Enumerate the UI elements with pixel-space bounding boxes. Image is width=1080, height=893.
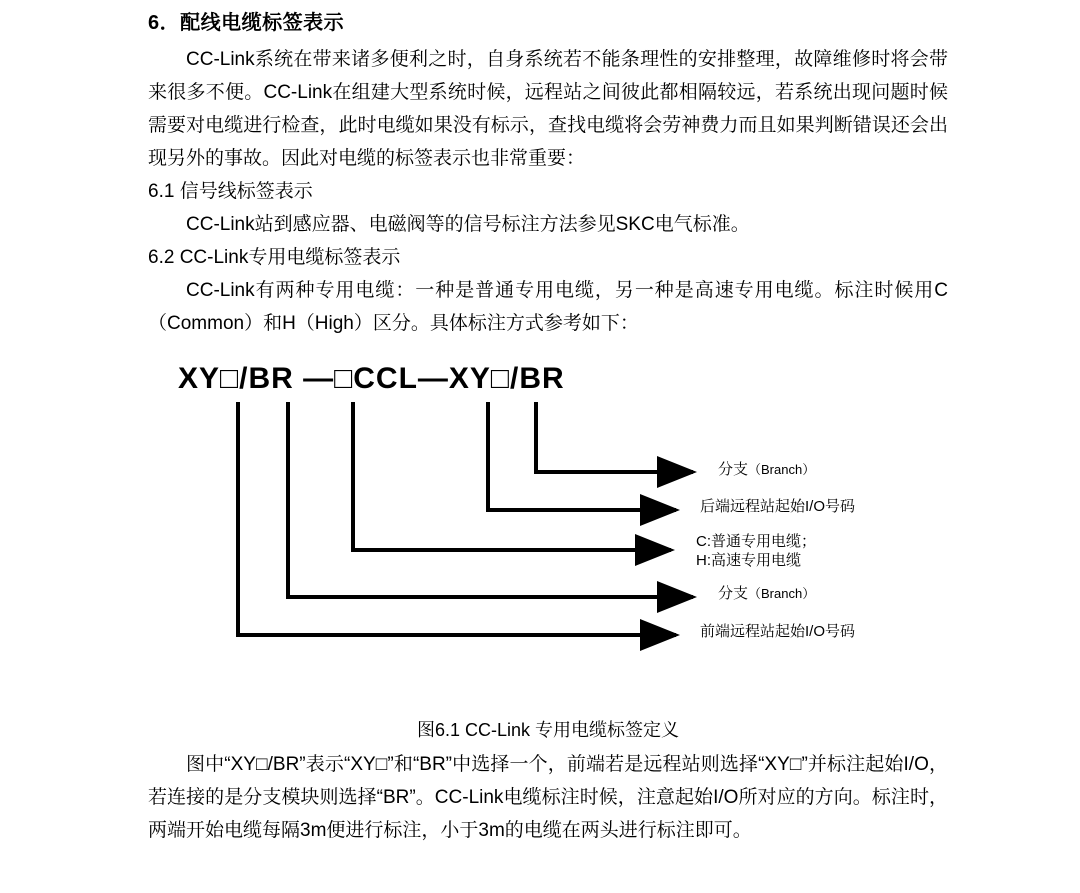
callout-branch-front-cn: 分支	[718, 585, 749, 602]
callout-front-io	[700, 622, 855, 641]
callout-front-io-cn: 前端远程站起始I/O号码	[700, 623, 856, 640]
subsection-1-paragraph: CC-Link站到感应器、电磁阀等的信号标注方法参见SKC电气标准。	[186, 214, 750, 235]
callout-cable-type	[696, 532, 816, 570]
callout-rear-io-cn: 后端远程站起始I/O号码	[700, 498, 856, 515]
figure-caption: 图6.1 CC-Link 专用电缆标签定义	[416, 720, 680, 740]
callout-branch-front	[718, 584, 815, 603]
callout-branch-front-en: （Branch）	[748, 586, 816, 601]
cable-label-figure	[148, 352, 948, 712]
cable-code-label: XY□/BR —□CCL—XY□/BR	[178, 362, 565, 395]
subsection-2-heading: 6.2 CC-Link专用电缆标签表示	[148, 247, 401, 268]
callout-rear-io	[700, 497, 855, 516]
document-content	[148, 0, 948, 847]
section-title: 6．配线电缆标签表示	[148, 12, 345, 34]
subsection-1-heading: 6.1 信号线标签表示	[148, 181, 313, 202]
intro-paragraph: CC-Link系统在带来诸多便利之时，自身系统若不能条理性的安排整理，故障维修时将会带来很多不便。CC-Link在组建大型系统时候，远程站之间彼此都相隔较远，若系统出现问题时候需要对电缆进行检查，此时电缆如果没有标示，查找电缆将会劳神费力而且如果判断错误还会出现另外的事故。因此对电缆的标签表示也非常重要：	[148, 49, 948, 169]
callout-cable-type-line2: H:高速专用电缆	[696, 552, 802, 569]
callout-cable-type-line1: C:普通专用电缆；	[696, 533, 817, 550]
leader-lines	[148, 352, 948, 712]
closing-paragraph: 图中“XY□/BR”表示“XY□”和“BR”中选择一个，前端若是远程站则选择“XY□”并标注起始I/O，若连接的是分支模块则选择“BR”。CC-Link电缆标注时候，注意起始I/O所对应的方向。标注时，两端开始电缆每隔3m便进行标注，小于3m的电缆在两头进行标注即可。	[148, 754, 948, 841]
callout-branch-rear-en: （Branch）	[748, 462, 816, 477]
subsection-2-paragraph: CC-Link有两种专用电缆：一种是普通专用电缆，另一种是高速专用电缆。标注时候用C（Common）和H（High）区分。具体标注方式参考如下：	[148, 280, 948, 334]
callout-branch-rear-cn: 分支	[718, 461, 749, 478]
callout-branch-rear	[718, 460, 815, 479]
